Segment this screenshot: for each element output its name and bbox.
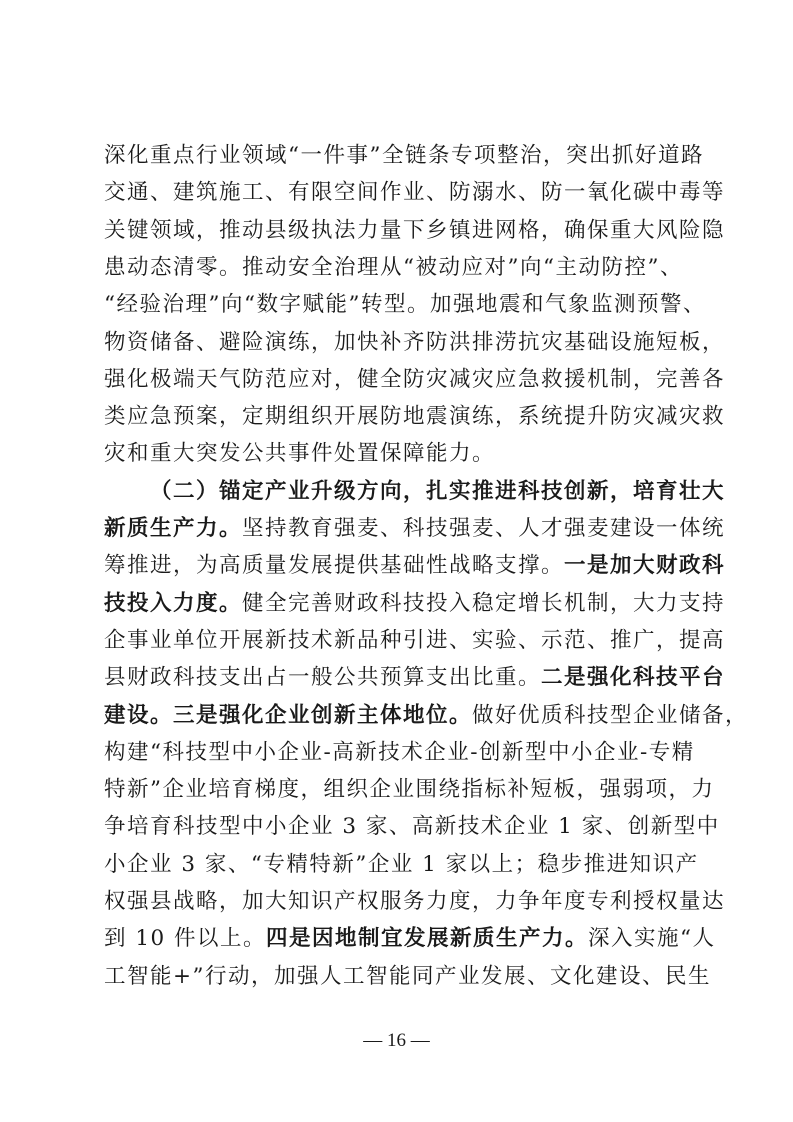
text-line xyxy=(104,287,704,323)
text-line xyxy=(104,362,726,398)
text-line xyxy=(104,138,704,174)
text-line xyxy=(104,809,720,845)
text-segment: 争培育科技型中小企业 3 家、高新技术企业 1 家、创新型中 xyxy=(104,814,720,840)
text-segment: 权强县战略，加大知识产权服务力度，力争年度专利授权量达 xyxy=(104,889,726,914)
text-line xyxy=(104,213,726,249)
text-segment: 健全完善财政科技投入稳定增长机制，大力支持 xyxy=(242,590,726,616)
text-segment: 深入实施“人 xyxy=(588,926,716,952)
text-segment: 交通、建筑施工、有限空间作业、防溺水、防一氧化碳中毒等 xyxy=(104,180,726,206)
text-line xyxy=(104,847,704,883)
bold-segment: 建设。三是强化企业创新主体地位。 xyxy=(104,702,473,728)
bold-segment: 新质生产力。 xyxy=(104,516,243,541)
text-segment: 小企业 3 家、“专精特新”企业 1 家以上；稳步推进知识产 xyxy=(104,851,699,877)
text-line xyxy=(104,698,749,734)
text-line xyxy=(104,735,704,771)
text-segment: 物资储备、避险演练，加快补齐防洪排涝抗灾基础设施短板， xyxy=(104,329,726,355)
text-segment: 县财政科技支出占一般公共预算支出比重。 xyxy=(104,665,542,691)
text-line xyxy=(104,436,704,472)
text-segment: 灾和重大突发公共事件处置保障能力。 xyxy=(104,441,496,467)
page-number: — 16 — xyxy=(363,1030,430,1051)
text-segment: 企事业单位开展新技术新品种引进、实验、示范、推广，提高 xyxy=(104,627,726,653)
bold-segment: 二是强化科技平台 xyxy=(541,665,726,691)
text-line xyxy=(104,772,715,808)
text-line xyxy=(104,325,726,361)
bold-segment: 技投入力度。 xyxy=(104,590,243,616)
text-segment: “经验治理”向“数字赋能”转型。加强地震和气象监测预警、 xyxy=(104,292,706,318)
text-segment: 关键领域，推动县级执法力量下乡镇进网格，确保重大风险隐 xyxy=(104,217,726,243)
text-segment: 强化极端天气防范应对，健全防灾减灾应急救援机制，完善各 xyxy=(104,366,726,392)
text-segment: 到 10 件以上。 xyxy=(104,926,267,952)
text-segment: 坚持教育强麦、科技强麦、人才强麦建设一体统 xyxy=(242,516,726,541)
text-line xyxy=(104,548,726,584)
text-segment: 患动态清零。推动安全治理从“被动应对”向“主动防控”、 xyxy=(104,254,683,280)
text-line xyxy=(104,511,726,547)
text-line xyxy=(104,586,726,622)
text-segment: 类应急预案，定期组织开展防地震演练，系统提升防灾减灾救 xyxy=(104,404,726,430)
text-line xyxy=(104,660,726,696)
text-line xyxy=(104,921,716,957)
text-segment: 做好优质科技型企业储备， xyxy=(472,702,749,728)
text-line xyxy=(104,623,726,659)
bold-segment: 一是加大财政科 xyxy=(564,553,726,579)
text-segment: 特新”企业培育梯度，组织企业围绕指标补短板，强弱项，力 xyxy=(104,777,715,803)
text-line xyxy=(104,884,726,920)
bold-segment: 四是因地制宜发展新质生产力。 xyxy=(266,926,589,952)
text-line xyxy=(104,959,712,995)
text-line xyxy=(104,399,726,435)
text-segment: 筹推进，为高质量发展提供基础性战略支撑。 xyxy=(104,553,565,579)
text-segment: 深化重点行业领域“一件事”全链条专项整治，突出抓好道路 xyxy=(104,143,704,168)
text-segment: 构建“科技型中小企业-高新技术企业-创新型中小企业-专精 xyxy=(104,739,695,765)
section-heading xyxy=(150,474,726,510)
text-line xyxy=(104,250,704,286)
text-segment: 工智能+”行动，加强人工智能同产业发展、文化建设、民生 xyxy=(104,963,712,989)
text-line xyxy=(104,175,726,211)
bold-segment: （二）锚定产业升级方向，扎实推进科技创新，培育壮大 xyxy=(150,478,726,504)
